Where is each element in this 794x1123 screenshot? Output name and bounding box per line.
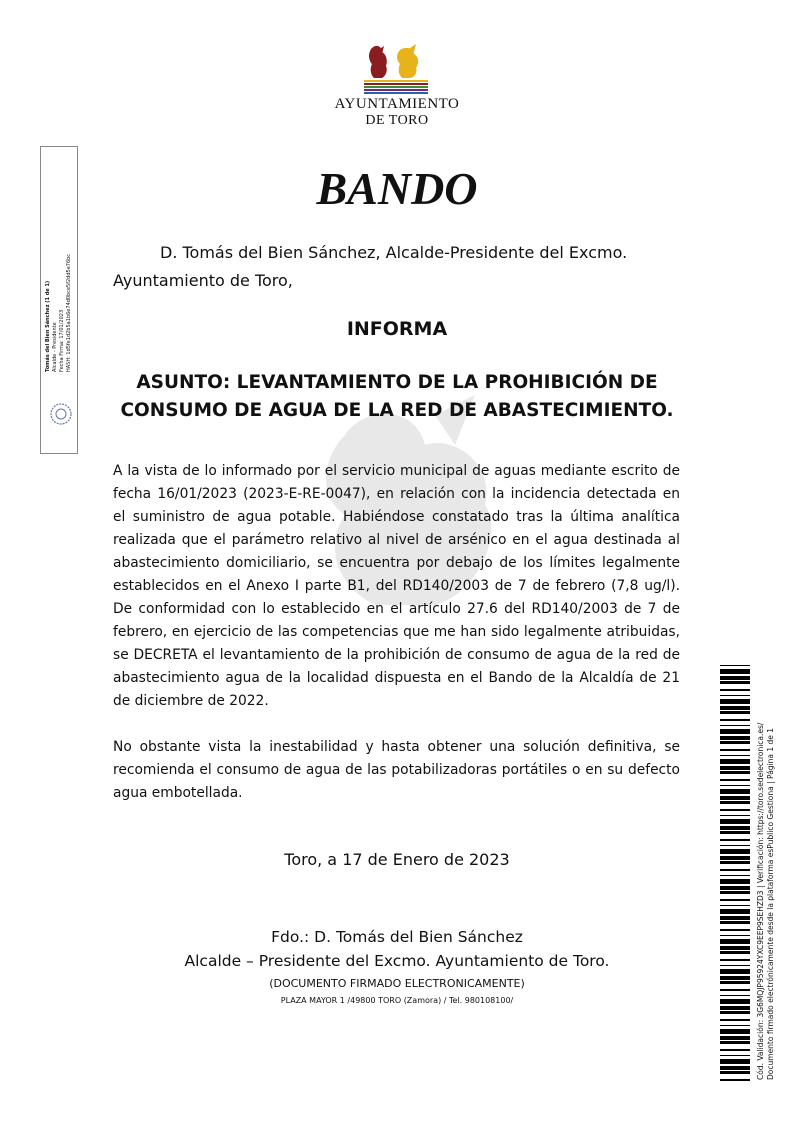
signature-role: Alcalde – Presidente del Excmo. Ayuntamiento de Toro. — [184, 952, 610, 970]
shield-lion-castle-icon — [358, 42, 438, 98]
document-title: BANDO — [316, 163, 478, 214]
verification-platform: Documento firmado electrónicamente desde la plataforma esPublico Gestiona | Página 1 de 1 — [766, 727, 775, 1080]
seal-icon — [48, 396, 74, 432]
intro-line-1: D. Tomás del Bien Sánchez, Alcalde-Presidente del Excmo. — [160, 243, 628, 262]
subject-line-1: ASUNTO: LEVANTAMIENTO DE LA PROHIBICIÓN DE — [136, 372, 658, 393]
stamp-hash: HASH: 1d5fe1d2b5a1b6e74d0bce5f2dd5e76bc — [66, 253, 72, 372]
place-date: Toro, a 17 de Enero de 2023 — [284, 850, 510, 869]
stamp-date: Fecha Firma: 17/01/2023 — [59, 309, 65, 372]
verification-code: Cód. Validación: 3G6MQJP95924YXC9EEP9SEHZD3 | Verificación: https://toro.sedelectronica.es/ — [756, 722, 765, 1080]
body-paragraph-1: A la vista de lo informado por el servicio municipal de aguas mediante escrito de fecha 16/01/2023 (2023-E-RE-0047), en relación con la incidencia detectada en el suministro de agua potable. Habiéndose constatado tras la última analítica realizada que el parámetro relativo al nivel de arsénico en el agua destinada al abastecimiento domiciliario, se encuentra por debajo de los límites legalmente establecidos en el Anexo I parte B1, del RD140/2003 de 7 de febrero (7,8 ug/l). De conformidad con lo establecido en el artículo 27.6 del RD140/2003 de 7 de febrero, en ejercicio de las competencias que me han sido legalmente atribuidas, se DECRETA el levantamiento de la prohibición de consumo de agua de la red de abastecimiento agua de la localidad dispuesta en el Bando de la Alcaldía de 21 de diciembre de 2022. — [113, 463, 680, 709]
barcode — [720, 665, 750, 1085]
stamp-signer: Tomás del Bien Sánchez (1 de 1) — [45, 280, 51, 372]
informa-heading: INFORMA — [346, 318, 448, 340]
intro-line-2: Ayuntamiento de Toro, — [113, 271, 293, 290]
organization-location: DE TORO — [365, 113, 429, 128]
subject-heading — [110, 369, 684, 425]
address-line: PLAZA MAYOR 1 /49800 TORO (Zamora) / Tel. 980108100/ — [280, 996, 514, 1005]
stamp-role: Alcalde - Presidente — [52, 322, 58, 372]
signature-note: (DOCUMENTO FIRMADO ELECTRONICAMENTE) — [269, 977, 525, 990]
subject-line-2: CONSUMO DE AGUA DE LA RED DE ABASTECIMIENTO. — [120, 400, 674, 421]
organization-name: AYUNTAMIENTO — [334, 96, 460, 112]
signature-name: Fdo.: D. Tomás del Bien Sánchez — [271, 928, 523, 946]
body-paragraph-2: No obstante vista la inestabilidad y hasta obtener una solución definitiva, se recomienda el consumo de agua de las potabilizadoras portátiles o en su defecto agua embotellada. — [113, 739, 680, 801]
